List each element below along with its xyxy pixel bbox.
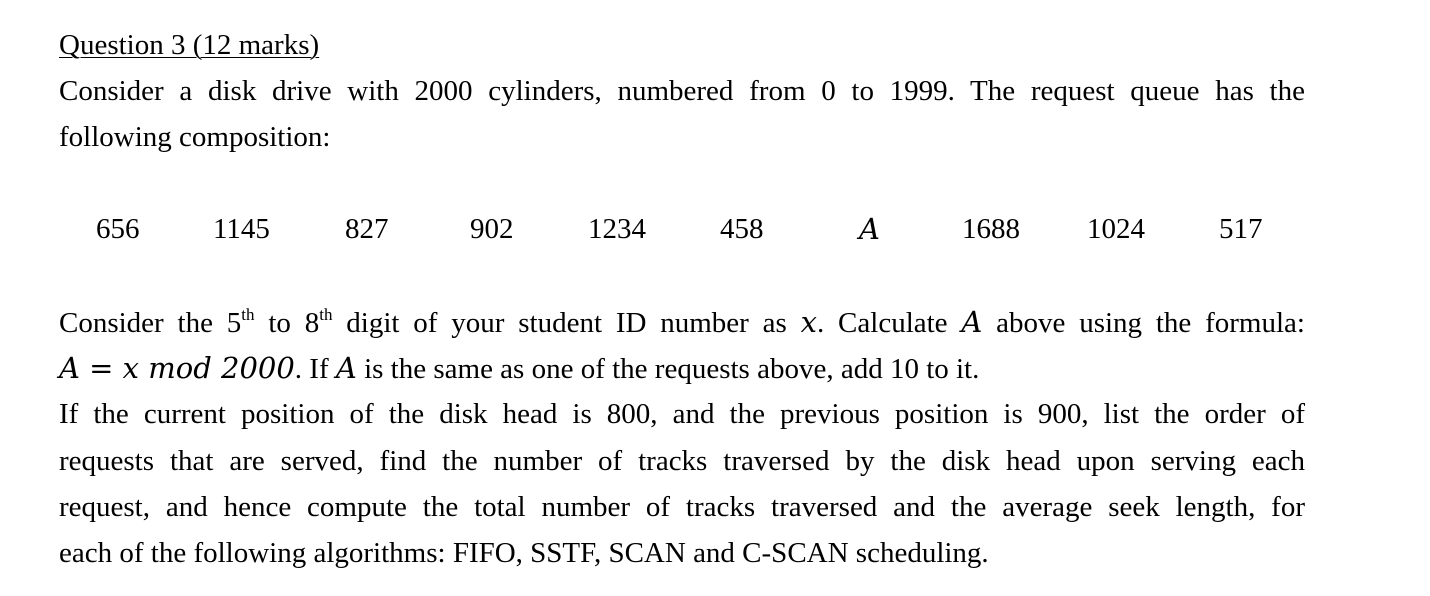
intro-line-2: following composition: <box>59 121 331 153</box>
instructions-line-2: requests that are served, find the number of tracks traversed by the disk head upon serving each <box>59 445 1305 477</box>
formula: A = x mod 2000 <box>59 351 295 385</box>
superscript: th <box>241 305 255 324</box>
variable-a: A <box>961 305 983 339</box>
variable-x: x <box>800 305 817 339</box>
request-queue <box>59 212 1319 246</box>
paragraph-student-id <box>59 305 1305 340</box>
text-segment: . If <box>294 353 336 385</box>
paragraph-formula <box>59 351 979 386</box>
text-segment: . Calculate <box>816 307 962 339</box>
queue-item: 1688 <box>962 213 1020 245</box>
intro-line-1: Consider a disk drive with 2000 cylinders, numbered from 0 to 1999. The request queue has the <box>59 75 1305 107</box>
question-title: Question 3 (12 marks) <box>59 29 320 61</box>
queue-item: 517 <box>1219 213 1263 245</box>
text-segment: to 8 <box>254 307 320 339</box>
variable-a: A <box>335 351 357 385</box>
queue-item-variable-a: A <box>859 212 880 246</box>
queue-item: 1145 <box>213 213 270 245</box>
queue-item: 458 <box>720 213 764 245</box>
queue-item: 902 <box>470 213 514 245</box>
queue-item: 1024 <box>1087 213 1145 245</box>
text-segment: digit of your student ID number as <box>332 307 801 339</box>
text-segment: is the same as one of the requests above, add 10 to it. <box>356 353 980 385</box>
queue-item: 827 <box>345 213 389 245</box>
instructions-line-3: request, and hence compute the total number of tracks traversed and the average seek length, for <box>59 491 1305 523</box>
queue-item: 656 <box>96 213 140 245</box>
text-segment: Consider the 5 <box>59 307 242 339</box>
instructions-line-4: each of the following algorithms: FIFO, SSTF, SCAN and C-SCAN scheduling. <box>59 537 989 569</box>
queue-item: 1234 <box>588 213 646 245</box>
superscript: th <box>319 305 333 324</box>
text-segment: above using the formula: <box>982 307 1305 339</box>
instructions-line-1: If the current position of the disk head is 800, and the previous position is 900, list the order of <box>59 398 1305 430</box>
